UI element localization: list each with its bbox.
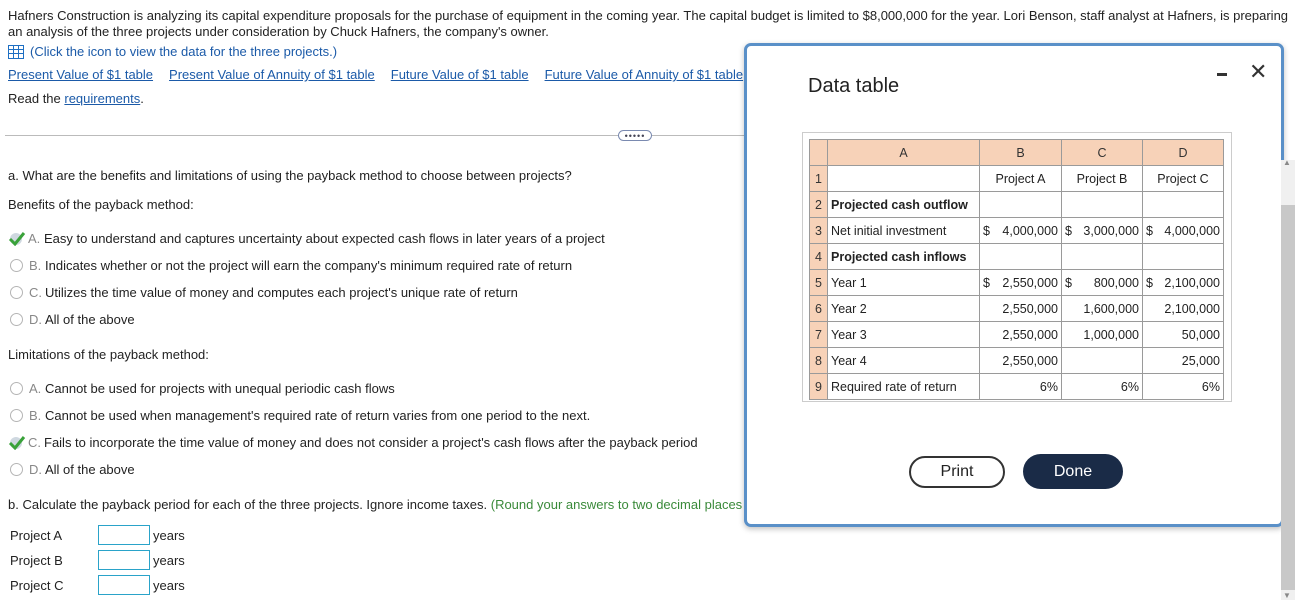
row-number: 2 (810, 192, 828, 218)
table-cell (1062, 348, 1143, 374)
print-button[interactable]: Print (909, 456, 1005, 488)
table-cell: Net initial investment (828, 218, 980, 244)
table-cell: 50,000 (1143, 322, 1224, 348)
dialog-title: Data table (808, 75, 900, 97)
row-number: 6 (810, 296, 828, 322)
option-letter: A. (29, 381, 42, 396)
table-cell (1143, 270, 1224, 296)
table-cell: Project B (1062, 166, 1143, 192)
table-cell: Projected cash inflows (828, 244, 980, 270)
table-cell (1062, 218, 1143, 244)
cell-value: 4,000,000 (1164, 223, 1220, 238)
benefit-option-c[interactable] (10, 285, 518, 300)
table-cell: 6% (1143, 374, 1224, 400)
project-label: Project A (10, 527, 63, 543)
option-text: Fails to incorporate the time value of money and does not consider a project's cash flows after the payback period (44, 435, 698, 450)
col-header-a: A (828, 140, 980, 166)
scroll-up-icon[interactable]: ▲ (1283, 158, 1291, 167)
option-text: Cannot be used when management's required rate of return varies from one period to the next. (45, 408, 591, 423)
table-cell: 2,100,000 (1143, 296, 1224, 322)
table-cell (1143, 218, 1224, 244)
link-fv-table[interactable]: Future Value of $1 table (390, 67, 529, 82)
read-suffix: . (140, 91, 144, 106)
table-icon[interactable] (8, 45, 24, 59)
cell-value: 4,000,000 (1002, 223, 1058, 238)
question-a: a. What are the benefits and limitations of using the payback method to choose between projects? (8, 168, 572, 183)
benefits-label: Benefits of the payback method: (8, 197, 194, 212)
question-b (8, 497, 742, 512)
data-link[interactable] (8, 44, 337, 59)
question-b-hint: (Round your answers to two decimal places (490, 497, 743, 512)
col-header-d: D (1143, 140, 1224, 166)
table-cell: Year 1 (828, 270, 980, 296)
currency-symbol: $ (1146, 275, 1153, 290)
table-cell: 2,550,000 (980, 348, 1062, 374)
scrollbar-thumb[interactable] (1281, 205, 1295, 590)
col-header-b: B (980, 140, 1062, 166)
table-cell (1062, 244, 1143, 270)
option-letter: C. (29, 285, 42, 300)
requirements-link[interactable]: requirements (64, 91, 141, 106)
unit-label: years (153, 527, 185, 543)
expand-button[interactable]: ••••• (618, 130, 652, 141)
option-letter: A. (28, 231, 41, 246)
unit-label: years (153, 552, 185, 568)
minimize-icon[interactable] (1217, 73, 1227, 76)
project-label: Project B (10, 552, 63, 568)
cell-value: 2,550,000 (1002, 275, 1058, 290)
radio-button[interactable] (10, 286, 23, 299)
project-c-input[interactable] (98, 575, 150, 595)
table-cell: Required rate of return (828, 374, 980, 400)
option-letter: B. (29, 408, 42, 423)
currency-symbol: $ (1146, 223, 1153, 238)
reference-links (8, 67, 743, 82)
row-number: 1 (810, 166, 828, 192)
limitations-label: Limitations of the payback method: (8, 347, 209, 362)
close-icon[interactable]: ✕ (1249, 59, 1268, 84)
limitation-option-d[interactable] (10, 462, 135, 477)
benefit-option-b[interactable] (10, 258, 572, 273)
problem-intro: Hafners Construction is analyzing its capital expenditure proposals for the purchase of equipment in the coming year. The capital budget is limited to $8,000,000 for the year. Lori Benson, staff analyst at Hafners, is preparing an analysis of the three projects under consideration by Chuck Hafners, the company's owner. (8, 8, 1289, 39)
table-cell (980, 270, 1062, 296)
done-button[interactable]: Done (1023, 454, 1123, 489)
check-icon (6, 436, 26, 450)
currency-symbol: $ (983, 275, 990, 290)
currency-symbol: $ (983, 223, 990, 238)
unit-label: years (153, 577, 185, 593)
read-requirements (8, 91, 144, 106)
table-cell: 1,600,000 (1062, 296, 1143, 322)
table-cell: Projected cash outflow (828, 192, 980, 218)
table-cell: Year 3 (828, 322, 980, 348)
table-cell: 2,550,000 (980, 322, 1062, 348)
option-text: Easy to understand and captures uncertainty about expected cash flows in later years of a project (44, 231, 605, 246)
table-cell (828, 166, 980, 192)
row-number: 9 (810, 374, 828, 400)
row-number: 5 (810, 270, 828, 296)
table-cell (1143, 192, 1224, 218)
table-cell: 1,000,000 (1062, 322, 1143, 348)
data-table-dialog (744, 43, 1284, 527)
project-b-input[interactable] (98, 550, 150, 570)
table-cell (980, 218, 1062, 244)
radio-button[interactable] (10, 259, 23, 272)
table-cell (1143, 244, 1224, 270)
col-header-c: C (1062, 140, 1143, 166)
option-text: Cannot be used for projects with unequal periodic cash flows (45, 381, 395, 396)
row-number: 3 (810, 218, 828, 244)
currency-symbol: $ (1065, 223, 1072, 238)
benefit-option-d[interactable] (10, 312, 135, 327)
table-cell: 6% (980, 374, 1062, 400)
radio-button[interactable] (10, 313, 23, 326)
option-letter: D. (29, 312, 42, 327)
option-letter: C. (28, 435, 41, 450)
project-b-row (10, 550, 185, 570)
project-a-row (10, 525, 185, 545)
radio-button[interactable] (10, 382, 23, 395)
table-cell (980, 244, 1062, 270)
table-cell: Project C (1143, 166, 1224, 192)
link-pv-table[interactable]: Present Value of $1 table (8, 67, 154, 82)
link-fv-annuity-table[interactable]: Future Value of Annuity of $1 table (544, 67, 744, 82)
table-cell: 25,000 (1143, 348, 1224, 374)
table-cell (1062, 270, 1143, 296)
option-letter: D. (29, 462, 42, 477)
table-cell: 6% (1062, 374, 1143, 400)
table-cell: Project A (980, 166, 1062, 192)
check-icon (6, 232, 26, 246)
cell-value: 800,000 (1093, 275, 1139, 290)
benefit-option-a[interactable] (10, 231, 605, 246)
project-a-input[interactable] (98, 525, 150, 545)
table-cell (980, 192, 1062, 218)
currency-symbol: $ (1065, 275, 1072, 290)
question-b-text: b. Calculate the payback period for each of the three projects. Ignore income taxes. (8, 497, 488, 512)
data-table (809, 139, 1224, 400)
limitation-option-a[interactable] (10, 381, 395, 396)
limitation-option-b[interactable] (10, 408, 590, 423)
option-text: All of the above (45, 462, 135, 477)
table-cell: Year 2 (828, 296, 980, 322)
cell-value: 3,000,000 (1083, 223, 1139, 238)
cell-value: 2,100,000 (1164, 275, 1220, 290)
row-number: 4 (810, 244, 828, 270)
option-letter: B. (29, 258, 42, 273)
table-cell: Year 4 (828, 348, 980, 374)
click-text[interactable]: (Click the icon to view the data for the three projects.) (30, 44, 338, 59)
scroll-down-icon[interactable]: ▼ (1283, 591, 1291, 600)
data-table-frame (802, 132, 1232, 402)
radio-button[interactable] (10, 463, 23, 476)
option-text: Indicates whether or not the project will earn the company's minimum required rate of return (45, 258, 573, 273)
link-pv-annuity-table[interactable]: Present Value of Annuity of $1 table (169, 67, 375, 82)
project-c-row (10, 575, 185, 595)
radio-button[interactable] (10, 409, 23, 422)
row-number: 8 (810, 348, 828, 374)
table-cell: 2,550,000 (980, 296, 1062, 322)
limitation-option-c[interactable] (10, 435, 698, 450)
table-cell (1062, 192, 1143, 218)
row-number: 7 (810, 322, 828, 348)
corner-cell (810, 140, 828, 166)
read-prefix: Read the (8, 91, 65, 106)
option-text: All of the above (45, 312, 135, 327)
project-label: Project C (10, 577, 64, 593)
option-text: Utilizes the time value of money and computes each project's unique rate of return (45, 285, 518, 300)
